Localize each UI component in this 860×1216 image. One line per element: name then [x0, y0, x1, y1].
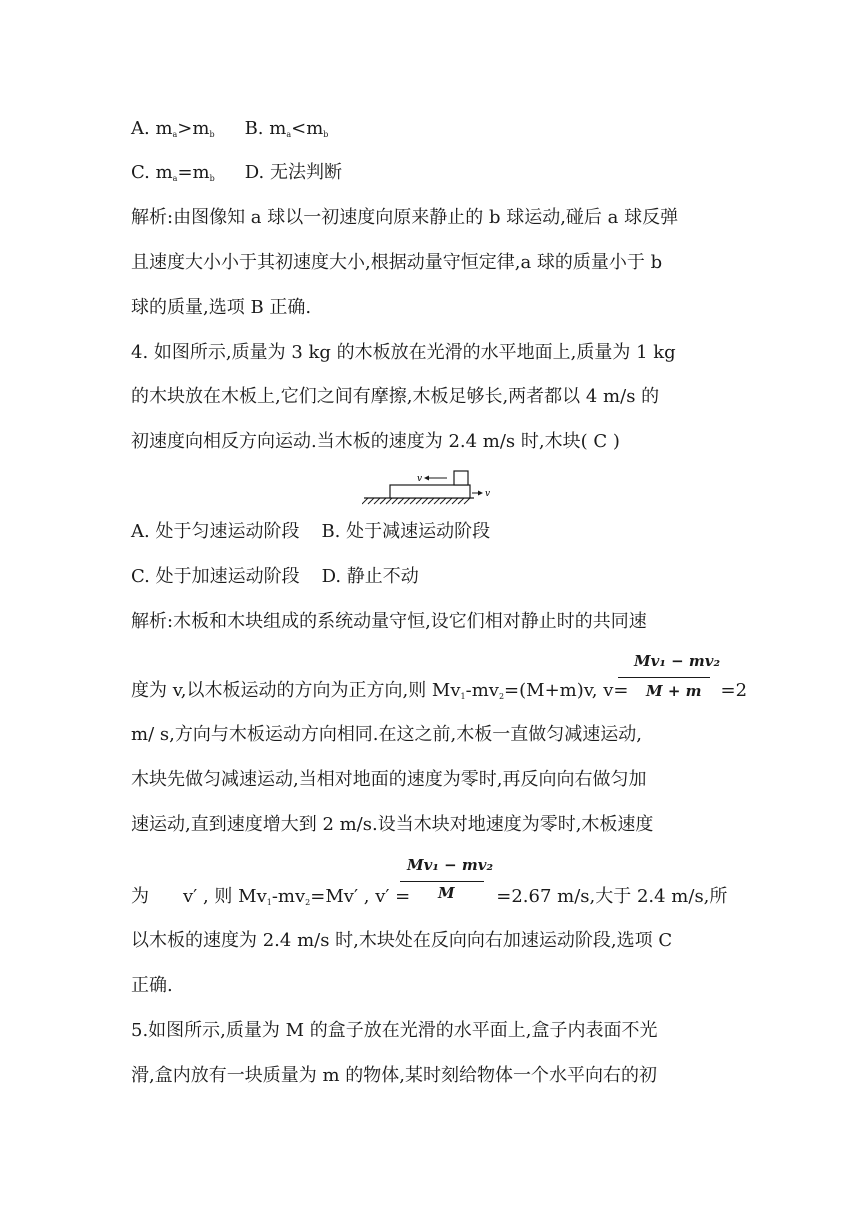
q4-solution-line-6: 为 v′ , 则 $Mv_1-mv_2=Mv'$ , v′ = =2.67 m/s,大于 2.4 m/s,所 [131, 886, 728, 907]
block-velocity-label: v [417, 474, 423, 484]
q3-option-d: D. 无法判断 [244, 162, 342, 183]
q5-stem-line-1: 5.如图所示,质量为 M 的盒子放在光滑的水平面上,盒子内表面不光 [131, 1020, 658, 1041]
fraction-1-numerator: Mv₁ − mv₂ [634, 652, 721, 670]
q4-solution-line-4: 木块先做匀减速运动,当相对地面的速度为零时,再反向向右做匀加 [131, 769, 647, 790]
q3-option-row-1 [131, 118, 328, 146]
board [390, 485, 470, 498]
q5-stem-line-2: 滑,盒内放有一块质量为 m 的物体,某时刻给物体一个水平向右的初 [131, 1065, 657, 1086]
block-arrowhead-icon [424, 476, 429, 481]
fraction-1-denominator: M + m [646, 682, 702, 700]
fraction-2-denominator: M [438, 884, 455, 902]
q4-solution-line-8: 正确. [131, 975, 173, 996]
block [454, 471, 468, 485]
q4-option-d: D. 静止不动 [321, 566, 419, 587]
board-arrowhead-icon [478, 491, 483, 496]
q3-option-row-2 [131, 162, 342, 190]
q4-solution-line-5: 速运动,直到速度增大到 2 m/s.设当木块对地速度为零时,木板速度 [131, 814, 654, 835]
q4-solution-line-1: 解析:木板和木块组成的系统动量守恒,设它们相对静止时的共同速 [131, 611, 647, 632]
q4-option-row-1 [131, 521, 490, 543]
q4-option-c: C. 处于加速运动阶段 [131, 566, 300, 587]
q4-stem-line-2: 的木块放在木板上,它们之间有摩擦,木板足够长,两者都以 4 m/s 的 [131, 386, 660, 407]
q4-solution-line-3: m/ s,方向与木板运动方向相同.在这之前,木板一直做匀减速运动, [131, 724, 642, 745]
q3-solution-line-2: 且速度大小小于其初速度大小,根据动量守恒定律,a 球的质量小于 b [131, 252, 663, 273]
q3-option-b: B. $m_a<m_b$ [244, 118, 329, 139]
q4-stem-line-3: 初速度向相反方向运动.当木板的速度为 2.4 m/s 时,木块( C ) [131, 431, 620, 452]
q4-solution-line-2: 度为 v,以木板运动的方向为正方向,则 $Mv_1-mv_2=(M+m)v$, v= =2 [131, 680, 748, 701]
ground-hatching [362, 498, 470, 504]
fraction-2-numerator: Mv₁ − mv₂ [407, 856, 494, 874]
q3-solution-line-3: 球的质量,选项 B 正确. [131, 297, 312, 318]
q4-option-row-2 [131, 566, 419, 588]
q3-option-a: A. $m_a>m_b$ [131, 118, 215, 139]
q3-option-c: C. $m_a=m_b$ [131, 162, 215, 183]
q4-option-a: A. 处于匀速运动阶段 [131, 521, 300, 542]
q4-solution-line-7: 以木板的速度为 2.4 m/s 时,木块处在反向向右加速运动阶段,选项 C [131, 930, 673, 951]
q3-solution-line-1: 解析:由图像知 a 球以一初速度向原来静止的 b 球运动,碰后 a 球反弹 [131, 207, 679, 228]
q4-board-block-figure [362, 466, 502, 506]
fraction-1-bar [618, 677, 710, 678]
q4-stem-line-1: 4. 如图所示,质量为 3 kg 的木板放在光滑的水平地面上,质量为 1 kg [131, 342, 676, 363]
q4-option-b: B. 处于减速运动阶段 [321, 521, 491, 542]
board-velocity-label: v [485, 489, 491, 499]
fraction-2-bar [400, 881, 484, 882]
